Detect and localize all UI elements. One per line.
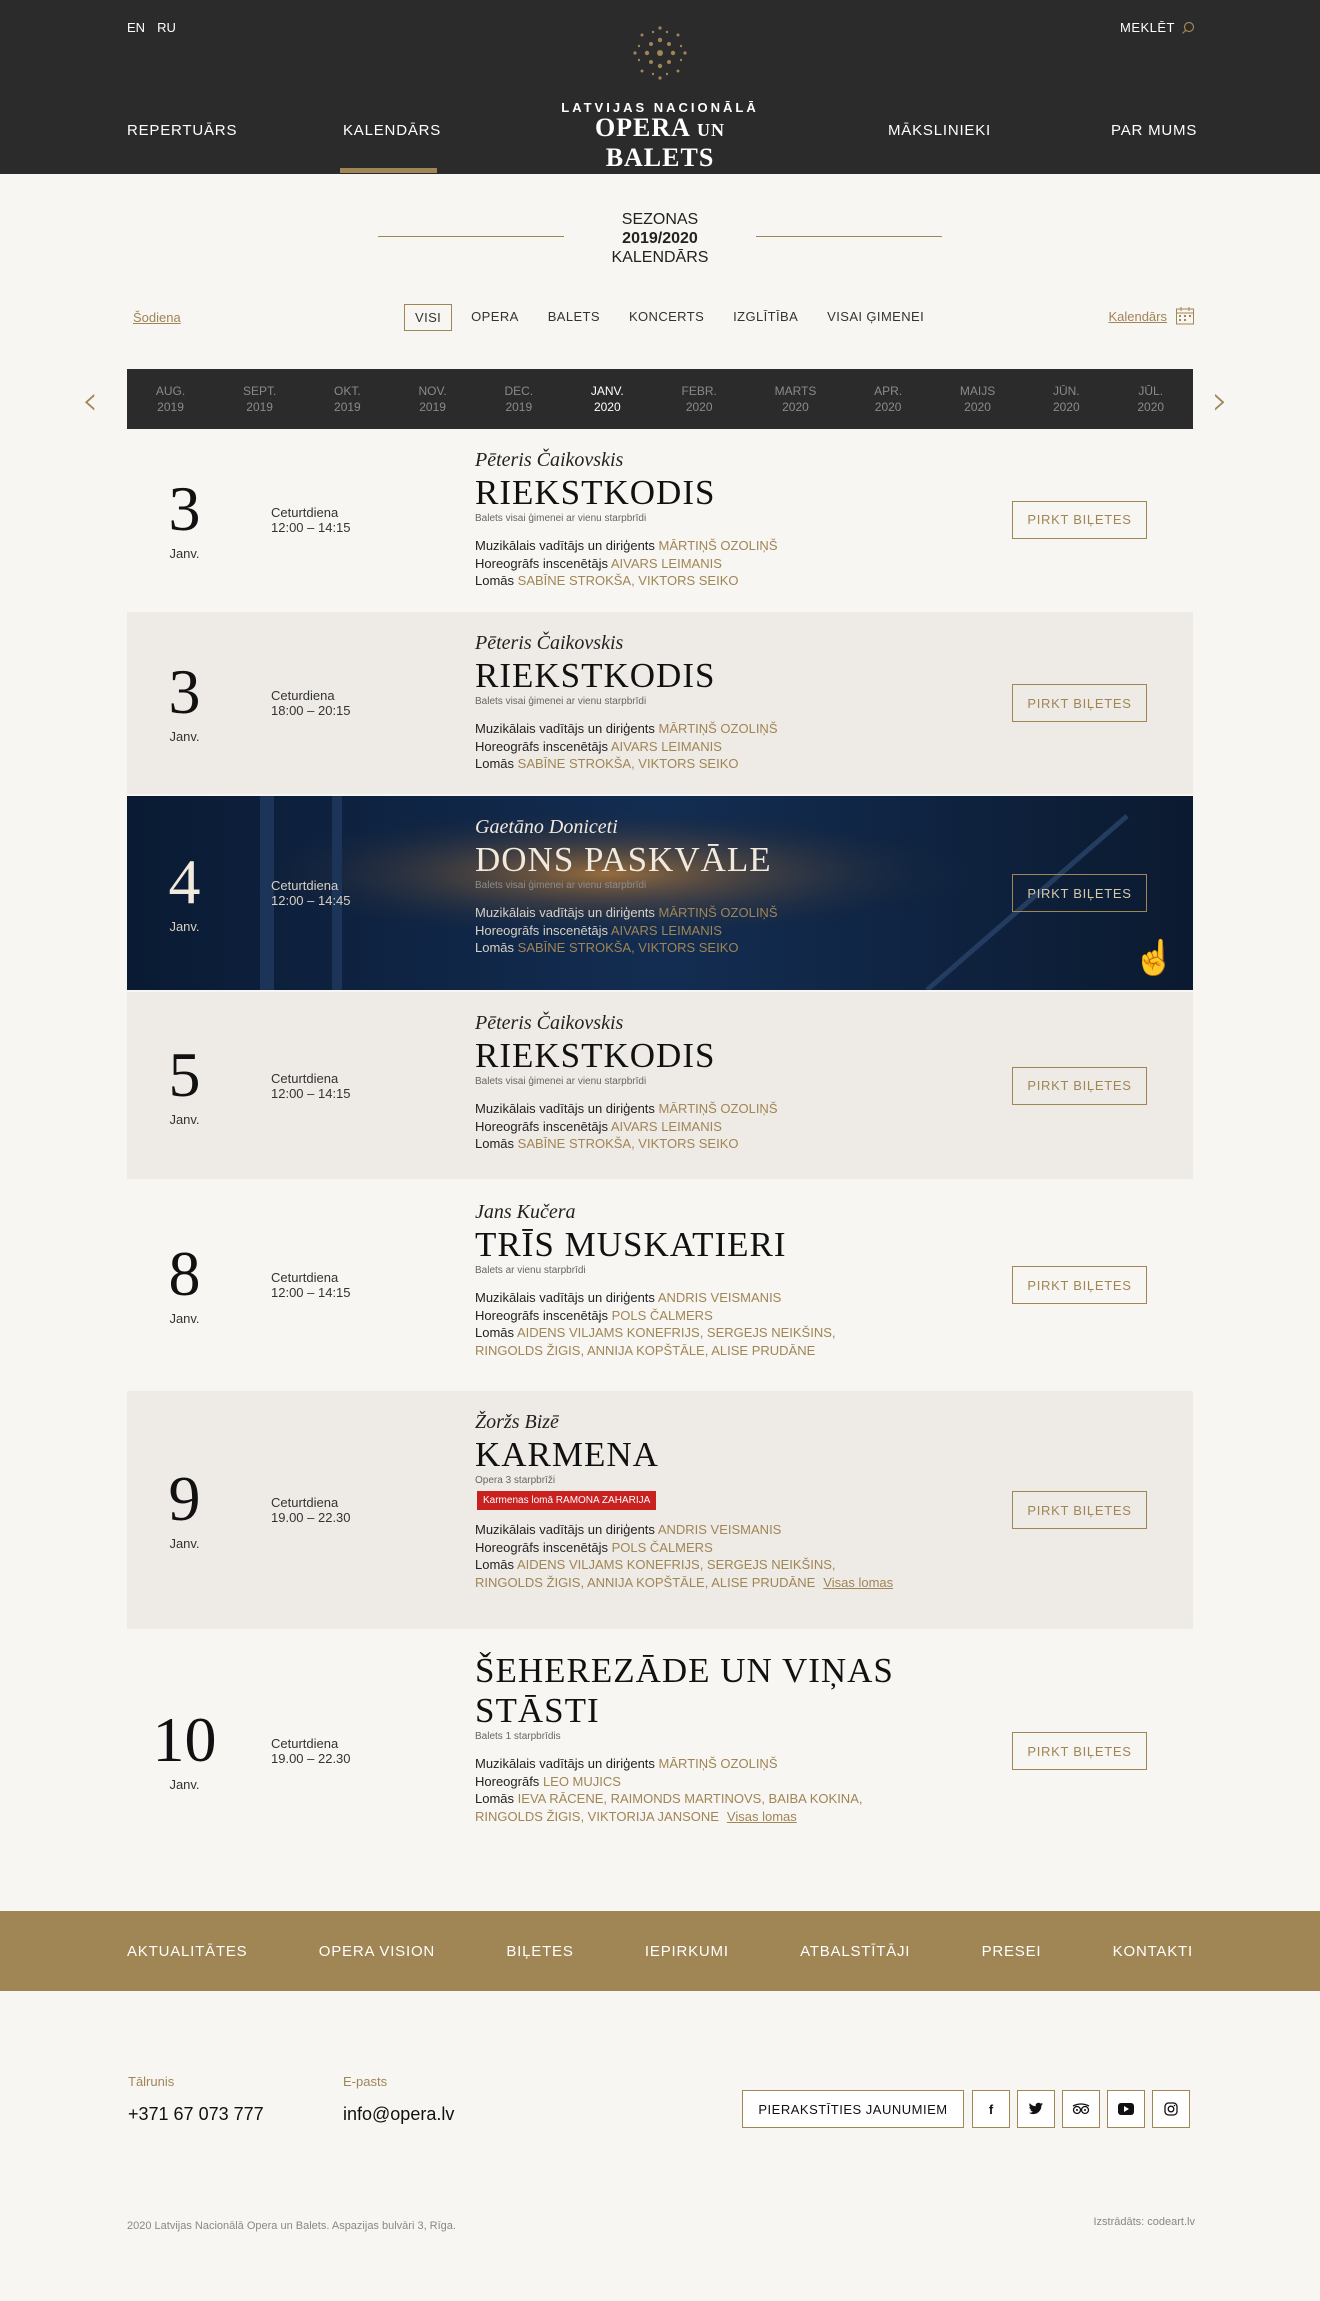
cast-names[interactable]: SABĪNE STROKŠA, VIKTORS SEIKO	[517, 1136, 739, 1151]
event-weekday: Ceturtdiena	[271, 1270, 339, 1285]
credit-label: Horeogrāfs	[475, 1773, 540, 1789]
event-row[interactable]	[127, 1391, 1193, 1629]
event-credits	[475, 1100, 895, 1153]
buy-tickets-button[interactable]: PIRKT BIĻETES	[1012, 684, 1147, 722]
event-time	[271, 878, 351, 908]
footer-link-kontakti[interactable]: KONTAKTI	[1112, 1942, 1193, 1960]
search-icon	[1181, 21, 1195, 35]
buy-tickets-button[interactable]: PIRKT BIĻETES	[1012, 1067, 1147, 1105]
next-arrow-icon[interactable]: ›	[1212, 378, 1228, 424]
nav-active-indicator	[340, 168, 437, 173]
conductor-name[interactable]: MĀRTIŅŠ OZOLIŅŠ	[658, 1756, 778, 1771]
event-subtitle: Balets ar vienu starpbrīdi	[475, 1265, 586, 1276]
email-label: E-pasts	[343, 2074, 388, 2089]
month-year: 2020	[874, 400, 902, 414]
filter-visai-gimenei[interactable]: VISAI ĢIMENEI	[827, 309, 925, 324]
event-title[interactable]: RIEKSTKODIS	[475, 656, 716, 695]
event-subtitle: Balets visai ģimenei ar vienu starpbrīdi	[475, 880, 647, 891]
lang-ru[interactable]: RU	[157, 20, 176, 35]
event-subtitle: Balets 1 starpbrīdis	[475, 1731, 561, 1742]
event-subtitle: Balets visai ģimenei ar vienu starpbrīdi	[475, 513, 647, 524]
filter-balets[interactable]: BALETS	[547, 309, 600, 324]
event-time	[271, 1071, 351, 1101]
event-weekday: Ceturtdiena	[271, 504, 339, 520]
event-hours: 12:00 – 14:45	[271, 893, 351, 908]
month-label: JŪN.	[1052, 384, 1080, 398]
footer-nav	[0, 1911, 1320, 1991]
logo-main-text: OPERA UN BALETS	[594, 113, 726, 172]
conductor-name[interactable]: ANDRIS VEISMANIS	[657, 1290, 782, 1305]
buy-tickets-button[interactable]: PIRKT BIĻETES	[1012, 1732, 1147, 1770]
month-label: MAIJS	[959, 384, 996, 398]
buy-tickets-button[interactable]: PIRKT BIĻETES	[1012, 874, 1147, 912]
hand-cursor-icon: ☝	[1133, 939, 1176, 977]
made-by-link[interactable]: Izstrādāts: codeart.lv	[1093, 2216, 1195, 2228]
event-time	[271, 505, 351, 535]
credit-label: Lomās	[475, 1791, 515, 1806]
nav-repertuars[interactable]: REPERTUĀRS	[127, 122, 238, 139]
event-time	[271, 1270, 351, 1300]
event-row[interactable]	[127, 1181, 1193, 1389]
credit-label: Horeogrāfs inscenētājs	[475, 1118, 608, 1134]
event-title[interactable]: ŠEHEREZĀDE UN VIŅAS STĀSTI	[475, 1651, 894, 1730]
credit-label: Muzikālais vadītājs un diriģents	[475, 905, 655, 920]
event-hours: 19.00 – 22.30	[271, 1510, 351, 1525]
event-day: 8	[168, 1238, 201, 1309]
facebook-icon[interactable]: f	[972, 2090, 1010, 2128]
credit-label: Lomās	[475, 940, 515, 955]
month-item[interactable]	[243, 383, 276, 415]
cast-names[interactable]: RINGOLDS ŽIGIS, VIKTORIJA JANSONE	[475, 1808, 719, 1824]
today-link[interactable]: Šodiena	[133, 310, 181, 325]
month-item[interactable]	[775, 383, 817, 415]
footer-link-aktualitates[interactable]: AKTUALITĀTES	[127, 1942, 248, 1960]
event-month: Janv.	[169, 919, 200, 934]
all-roles-link[interactable]: Visas lomas	[823, 1574, 894, 1590]
month-label: AUG.	[155, 384, 186, 398]
instagram-icon[interactable]	[1152, 2090, 1190, 2128]
email-value[interactable]: info@opera.lv	[343, 2104, 455, 2124]
credit-label: Lomās	[475, 1136, 515, 1151]
event-credits	[475, 720, 895, 773]
month-year: 2019	[419, 400, 446, 414]
event-day: 5	[168, 1038, 201, 1110]
choreographer-name[interactable]: AIVARS LEIMANIS	[610, 738, 722, 754]
event-hours: 19.00 – 22.30	[271, 1751, 351, 1766]
credit-label: Lomās	[475, 1557, 515, 1572]
event-composer: Jans Kučera	[475, 1201, 576, 1223]
phone-label: Tālrunis	[128, 2074, 175, 2089]
month-slider	[127, 369, 1193, 429]
prev-arrow-icon[interactable]: ‹	[82, 378, 98, 424]
month-year: 2020	[685, 400, 713, 414]
event-month: Janv.	[169, 729, 200, 744]
month-year: 2020	[964, 400, 991, 414]
event-title[interactable]: DONS PASKVĀLE	[475, 840, 772, 879]
subscribe-button[interactable]: PIERAKSTĪTIES JAUNUMIEM	[742, 2090, 964, 2128]
event-subtitle: Balets visai ģimenei ar vienu starpbrīdi	[475, 1076, 647, 1087]
month-label: OKT.	[334, 384, 361, 398]
phone-value[interactable]: +371 67 073 777	[128, 2104, 264, 2124]
credit-label: Horeogrāfs inscenētājs	[475, 555, 608, 571]
nav-makslinieki[interactable]: MĀKSLINIEKI	[888, 122, 991, 139]
month-item[interactable]	[418, 383, 446, 415]
choreographer-name[interactable]: POLS ČALMERS	[611, 1539, 713, 1555]
event-row[interactable]	[127, 796, 1193, 990]
month-label: JŪL.	[1138, 384, 1164, 398]
event-credits	[475, 904, 895, 957]
cast-names[interactable]: SABĪNE STROKŠA, VIKTORS SEIKO	[517, 573, 739, 588]
event-title[interactable]: KARMENA	[475, 1435, 659, 1474]
event-month: Janv.	[169, 545, 200, 561]
cast-names[interactable]: RINGOLDS ŽIGIS, ANNIJA KOPŠTĀLE, ALISE PRUDĀNE	[475, 1574, 816, 1590]
event-month: Janv.	[169, 1536, 200, 1551]
month-item[interactable]	[874, 383, 902, 415]
month-item[interactable]	[1053, 383, 1080, 415]
site-header	[0, 0, 1320, 174]
month-year: 2019	[334, 400, 361, 414]
lang-en[interactable]: EN	[127, 20, 146, 35]
month-item[interactable]	[156, 383, 185, 415]
month-item[interactable]	[334, 383, 361, 415]
nav-kalendars[interactable]: KALENDĀRS	[343, 122, 442, 139]
month-year: 2019	[157, 400, 184, 414]
event-day: 3	[168, 656, 201, 727]
credit-label: Horeogrāfs inscenētājs	[475, 922, 608, 938]
month-item[interactable]	[591, 383, 624, 415]
event-weekday: Ceturtdiena	[271, 1736, 339, 1751]
event-month: Janv.	[169, 1777, 200, 1792]
event-time	[271, 1495, 351, 1525]
credit-label: Muzikālais vadītājs un diriģents	[475, 1290, 655, 1305]
month-item[interactable]	[960, 383, 995, 415]
conductor-name[interactable]: ANDRIS VEISMANIS	[657, 1522, 782, 1537]
event-weekday: Ceturtdiena	[271, 1495, 339, 1510]
calendar-link[interactable]	[1108, 306, 1195, 326]
event-badge: Karmenas lomā RAMONA ZAHARIJA	[477, 1491, 656, 1510]
event-weekday: Ceturdiena	[271, 688, 335, 703]
calendar-link-label: Kalendārs	[1108, 308, 1167, 324]
event-hours: 12:00 – 14:15	[271, 519, 351, 535]
event-day: 9	[168, 1463, 201, 1534]
credit-label: Horeogrāfs inscenētājs	[475, 738, 608, 754]
month-item[interactable]	[1137, 383, 1164, 415]
credit-label: Muzikālais vadītājs un diriģents	[475, 1101, 655, 1116]
buy-tickets-button[interactable]: PIRKT BIĻETES	[1012, 1491, 1147, 1529]
event-composer: Pēteris Čaikovskis	[475, 449, 624, 471]
month-label: FEBR.	[681, 384, 717, 398]
month-year: 2020	[1137, 400, 1165, 414]
event-row[interactable]	[127, 612, 1193, 794]
logo-top-text: LATVIJAS NACIONĀLĀ	[561, 100, 759, 115]
conductor-name[interactable]: MĀRTIŅŠ OZOLIŅŠ	[658, 721, 778, 736]
footer-link-biletes[interactable]: BIĻETES	[506, 1942, 574, 1960]
footer-link-presei[interactable]: PRESEI	[981, 1942, 1042, 1960]
filter-koncerts[interactable]: KONCERTS	[628, 309, 705, 324]
credit-label: Muzikālais vadītājs un diriģents	[475, 721, 655, 736]
season-heading: SEZONAS 2019/2020 KALENDĀRS	[611, 211, 709, 266]
youtube-icon[interactable]	[1107, 2090, 1145, 2128]
month-label: JANV.	[590, 384, 624, 398]
credit-label: Lomās	[475, 1325, 515, 1340]
conductor-name[interactable]: MĀRTIŅŠ OZOLIŅŠ	[658, 905, 778, 920]
event-subtitle: Opera 3 starpbrīži	[475, 1475, 556, 1486]
month-label: DEC.	[504, 384, 534, 398]
filter-visi[interactable]: VISI	[404, 304, 452, 331]
event-credits	[475, 1289, 895, 1359]
credit-label: Lomās	[475, 573, 515, 588]
credit-label: Horeogrāfs inscenētājs	[475, 1307, 608, 1323]
credit-label: Muzikālais vadītājs un diriģents	[475, 1522, 655, 1537]
event-credits	[475, 537, 895, 590]
event-day: 3	[168, 472, 201, 544]
month-year: 2020	[1052, 400, 1080, 414]
event-weekday: Ceturtdiena	[271, 1070, 339, 1086]
event-time	[271, 1736, 351, 1766]
event-composer: Žoržs Bizē	[475, 1411, 559, 1433]
month-year: 2020	[593, 400, 621, 414]
conductor-name[interactable]: MĀRTIŅŠ OZOLIŅŠ	[658, 1101, 778, 1116]
month-label: APR.	[874, 384, 903, 398]
logo-emblem-icon	[625, 18, 695, 88]
choreographer-name[interactable]: POLS ČALMERS	[611, 1307, 713, 1323]
event-hours: 12:00 – 14:15	[271, 1285, 351, 1300]
event-weekday: Ceturtdiena	[271, 878, 339, 893]
language-switcher	[127, 20, 176, 35]
divider	[378, 236, 564, 237]
event-month: Janv.	[169, 1311, 200, 1326]
choreographer-name[interactable]: LEO MUJICS	[542, 1773, 621, 1789]
month-item[interactable]	[504, 383, 533, 415]
twitter-icon[interactable]	[1017, 2090, 1055, 2128]
month-label: SEPT.	[242, 384, 277, 398]
event-day: 10	[152, 1704, 217, 1775]
all-roles-link[interactable]: Visas lomas	[726, 1808, 797, 1824]
divider	[756, 236, 942, 237]
credit-label: Muzikālais vadītājs un diriģents	[475, 538, 655, 553]
month-year: 2019	[505, 400, 533, 414]
buy-tickets-button[interactable]: PIRKT BIĻETES	[1012, 1266, 1147, 1304]
cast-names[interactable]: AIDENS VILJAMS KONEFRIJS, SERGEJS NEIKŠINS,	[516, 1325, 836, 1340]
calendar-icon	[1175, 306, 1195, 326]
search-button[interactable]	[1120, 20, 1195, 35]
search-label: MEKLĒT	[1119, 20, 1175, 35]
month-label: MARTS	[774, 384, 817, 398]
footer-link-iepirkumi[interactable]: IEPIRKUMI	[644, 1942, 729, 1960]
credit-label: Muzikālais vadītājs un diriģents	[475, 1756, 655, 1771]
buy-tickets-button[interactable]: PIRKT BIĻETES	[1012, 501, 1147, 539]
event-composer: Gaetāno Doniceti	[475, 816, 618, 838]
cast-names[interactable]: IEVA RĀCENE, RAIMONDS MARTINOVS, BAIBA KOKINA,	[517, 1791, 863, 1806]
event-hours: 12:00 – 14:15	[271, 1085, 351, 1101]
choreographer-name[interactable]: AIVARS LEIMANIS	[610, 922, 722, 938]
event-time	[271, 688, 351, 718]
event-composer: Pēteris Čaikovskis	[475, 1012, 624, 1034]
month-year: 2020	[782, 400, 809, 414]
credit-label: Lomās	[475, 756, 515, 771]
cast-names[interactable]: SABĪNE STROKŠA, VIKTORS SEIKO	[517, 940, 739, 955]
choreographer-name[interactable]: AIVARS LEIMANIS	[610, 555, 722, 571]
event-row[interactable]	[127, 1631, 1193, 1871]
footer-link-opera-vision[interactable]: OPERA VISION	[318, 1942, 436, 1960]
tripadvisor-icon[interactable]	[1062, 2090, 1100, 2128]
event-credits	[475, 1755, 895, 1825]
choreographer-name[interactable]: AIVARS LEIMANIS	[610, 1118, 722, 1134]
cast-names[interactable]: AIDENS VILJAMS KONEFRIJS, SERGEJS NEIKŠINS,	[516, 1557, 836, 1572]
month-item[interactable]	[682, 383, 717, 415]
month-year: 2019	[246, 400, 273, 414]
conductor-name[interactable]: MĀRTIŅŠ OZOLIŅŠ	[658, 538, 778, 553]
event-composer: Pēteris Čaikovskis	[475, 632, 624, 654]
copyright-text: 2020 Latvijas Nacionālā Opera un Balets. Aspazijas bulvāri 3, Rīga.	[127, 2220, 456, 2232]
event-title[interactable]: RIEKSTKODIS	[475, 1036, 716, 1075]
event-hours: 18:00 – 20:15	[271, 703, 351, 718]
event-row[interactable]	[127, 992, 1193, 1179]
filter-izglitiba[interactable]: IZGLĪTĪBA	[733, 309, 799, 324]
event-title[interactable]: RIEKSTKODIS	[475, 473, 716, 512]
event-row[interactable]	[127, 429, 1193, 610]
nav-par-mums[interactable]: PAR MUMS	[1111, 122, 1198, 139]
month-label: NOV.	[418, 384, 447, 398]
cast-names[interactable]: RINGOLDS ŽIGIS, ANNIJA KOPŠTĀLE, ALISE PRUDĀNE	[475, 1342, 816, 1358]
credit-label: Horeogrāfs inscenētājs	[475, 1539, 608, 1555]
filter-opera[interactable]: OPERA	[471, 309, 519, 324]
event-title[interactable]: TRĪS MUSKATIERI	[475, 1225, 787, 1264]
event-day: 4	[168, 846, 201, 917]
cast-names[interactable]: SABĪNE STROKŠA, VIKTORS SEIKO	[517, 756, 739, 771]
event-subtitle: Balets visai ģimenei ar vienu starpbrīdi	[475, 696, 647, 707]
footer-link-atbalstitaji[interactable]: ATBALSTĪTĀJI	[800, 1942, 911, 1960]
site-logo[interactable]	[545, 18, 775, 173]
event-month: Janv.	[169, 1111, 200, 1127]
category-filters	[404, 304, 943, 331]
event-credits	[475, 1521, 895, 1591]
